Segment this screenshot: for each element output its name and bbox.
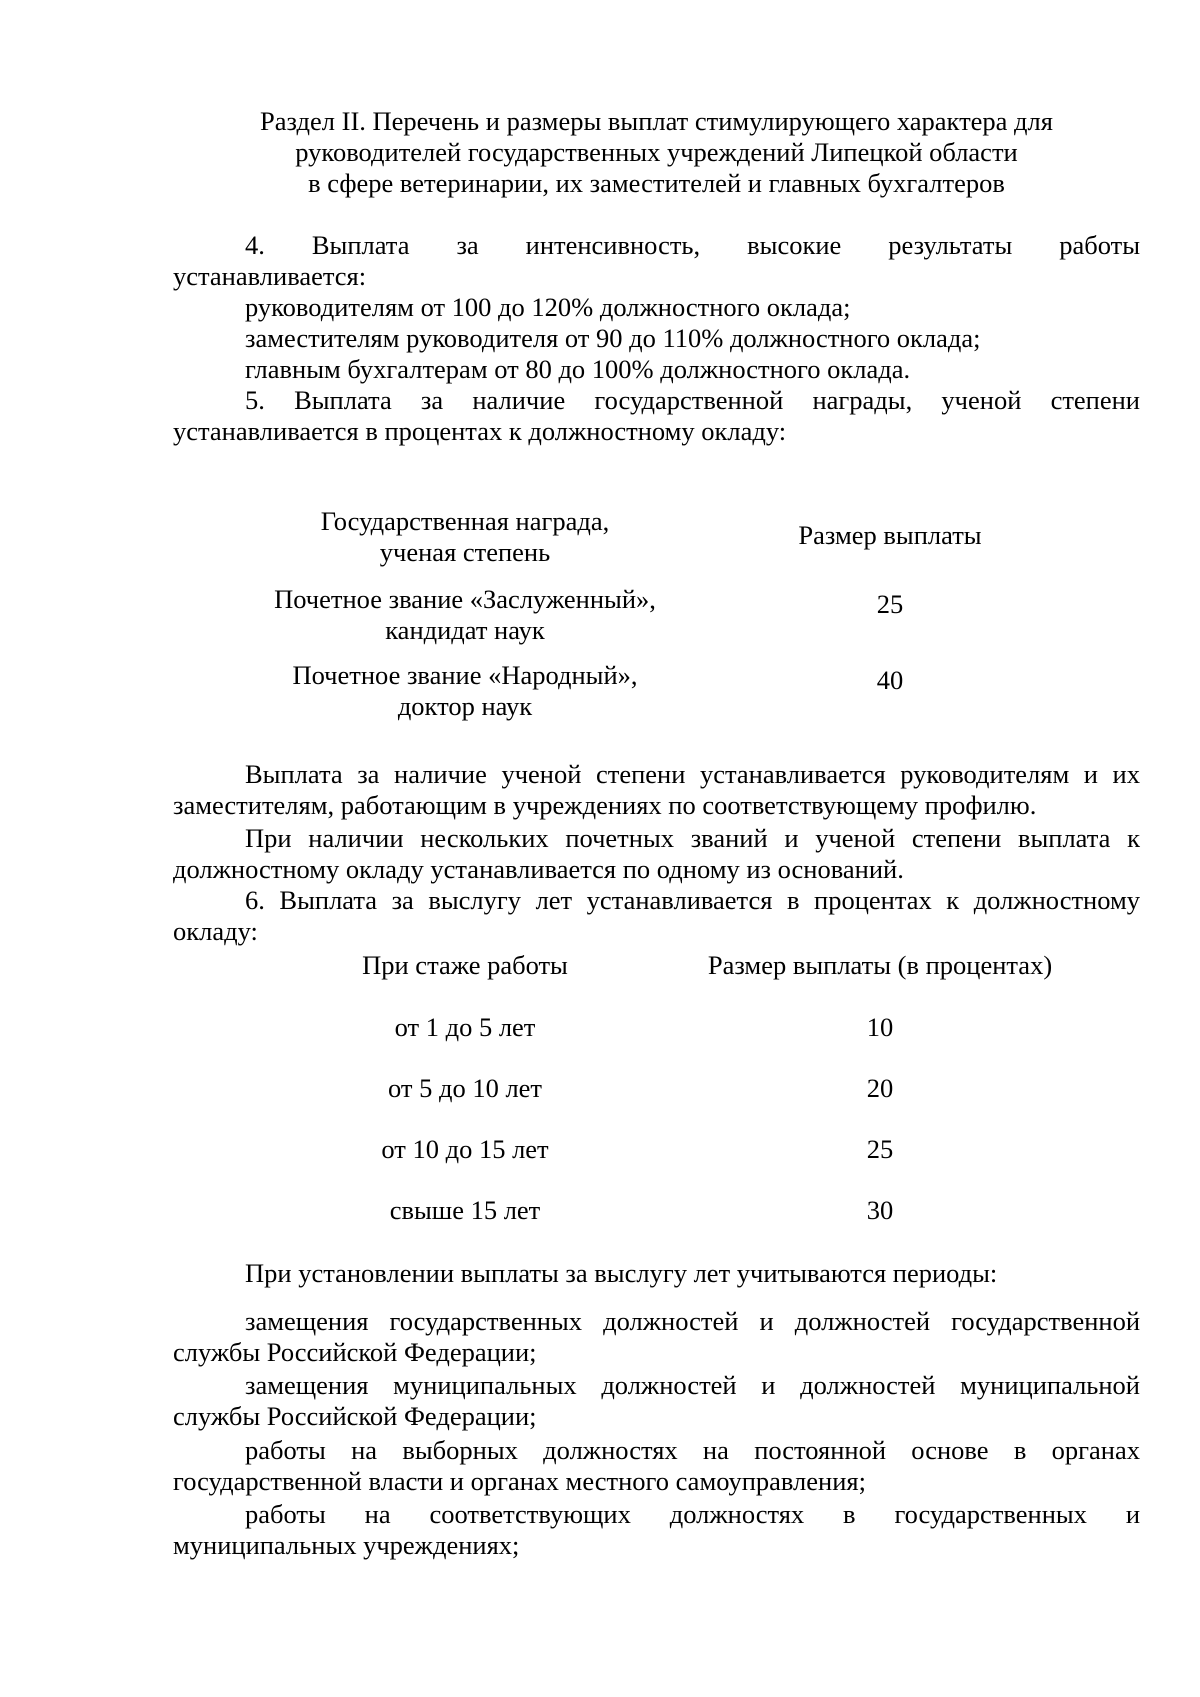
period-item (173, 1370, 1140, 1432)
seniority-table-period: от 5 до 10 лет (387, 1073, 543, 1103)
word: работы (1059, 230, 1140, 260)
paragraph-5-line: устанавливается в процентах к должностному окладу: (173, 416, 787, 446)
word: высокие (747, 230, 842, 260)
seniority-table-header-col2: Размер выплаты (в процентах) (707, 950, 1053, 980)
section-title-line: Раздел II. Перечень и размеры выплат стимулирующего характера для (260, 106, 1053, 136)
paragraph-5-line: 5. Выплата за наличие государственной награды, ученой степени (245, 385, 1140, 415)
seniority-table-value: 20 (866, 1073, 894, 1103)
paragraph-4-line: устанавливается: (173, 261, 367, 291)
paragraph-multiple-line: должностному окладу устанавливается по одному из оснований. (173, 854, 904, 884)
seniority-table-value: 10 (866, 1012, 894, 1042)
seniority-table-header-col1: При стаже работы (362, 950, 568, 980)
list-item: руководителям от 100 до 120% должностного оклада; (245, 292, 851, 322)
paragraph-6 (173, 885, 1140, 947)
seniority-table-period: от 10 до 15 лет (381, 1134, 549, 1164)
seniority-table-value: 25 (866, 1134, 894, 1164)
award-table-row-label (215, 660, 715, 722)
award-table-row-value: 40 (876, 665, 904, 695)
award-table-row-label (215, 584, 715, 646)
paragraph-periods-intro: При установлении выплаты за выслугу лет учитываются периоды: (245, 1258, 998, 1288)
period-item-line: службы Российской Федерации; (173, 1337, 537, 1367)
section-title-line: в сфере ветеринарии, их заместителей и главных бухгалтеров (308, 168, 1005, 198)
seniority-table-period: от 1 до 5 лет (394, 1012, 536, 1042)
paragraph-degree-line: заместителям, работающим в учреждениях по соответствующему профилю. (173, 790, 1037, 820)
seniority-table-period: свыше 15 лет (389, 1195, 541, 1225)
period-item-line: работы на соответствующих должностях в государственных и (245, 1499, 1140, 1529)
cell-text: кандидат наук (385, 615, 545, 645)
period-item (173, 1435, 1140, 1497)
award-table-header-col1 (235, 506, 695, 568)
word: за (456, 230, 479, 260)
paragraph-degree-line: Выплата за наличие ученой степени устанавливается руководителям и их (245, 759, 1140, 789)
seniority-table-value: 30 (866, 1195, 894, 1225)
header-text: ученая степень (379, 537, 551, 567)
period-item-line: работы на выборных должностях на постоянной основе в органах (245, 1435, 1140, 1465)
period-item-line: государственной власти и органах местного самоуправления; (173, 1466, 866, 1496)
paragraph-6-line: 6. Выплата за выслугу лет устанавливается в процентах к должностному (245, 885, 1140, 915)
word: интенсивность, (525, 230, 701, 260)
period-item-line: замещения государственных должностей и должностей государственной (245, 1306, 1140, 1336)
paragraph-4-first-line (173, 230, 1140, 261)
cell-text: доктор наук (397, 691, 533, 721)
period-item (173, 1499, 1140, 1561)
section-title-line: руководителей государственных учреждений Липецкой области (295, 137, 1018, 167)
period-item-line: муниципальных учреждениях; (173, 1530, 520, 1560)
paragraph-6-line: окладу: (173, 916, 258, 946)
period-item-line: замещения муниципальных должностей и должностей муниципальной (245, 1370, 1140, 1400)
word: Выплата (311, 230, 410, 260)
period-item (173, 1306, 1140, 1368)
list-item: заместителям руководителя от 90 до 110% должностного оклада; (245, 323, 981, 353)
award-table-row-value: 25 (876, 589, 904, 619)
header-text: Государственная награда, (320, 506, 610, 536)
cell-text: Почетное звание «Заслуженный», (274, 584, 656, 614)
cell-text: Почетное звание «Народный», (292, 660, 638, 690)
section-title (173, 106, 1140, 199)
paragraph-multiple-line: При наличии нескольких почетных званий и ученой степени выплата к (245, 823, 1140, 853)
word: 4. (245, 230, 265, 260)
paragraph-4 (173, 230, 1140, 385)
word: результаты (888, 230, 1013, 260)
period-item-line: службы Российской Федерации; (173, 1401, 537, 1431)
paragraph-degree (173, 759, 1140, 821)
paragraph-5 (173, 385, 1140, 447)
paragraph-multiple (173, 823, 1140, 885)
list-item: главным бухгалтерам от 80 до 100% должностного оклада. (245, 354, 911, 384)
award-table-header-col2: Размер выплаты (798, 520, 982, 550)
